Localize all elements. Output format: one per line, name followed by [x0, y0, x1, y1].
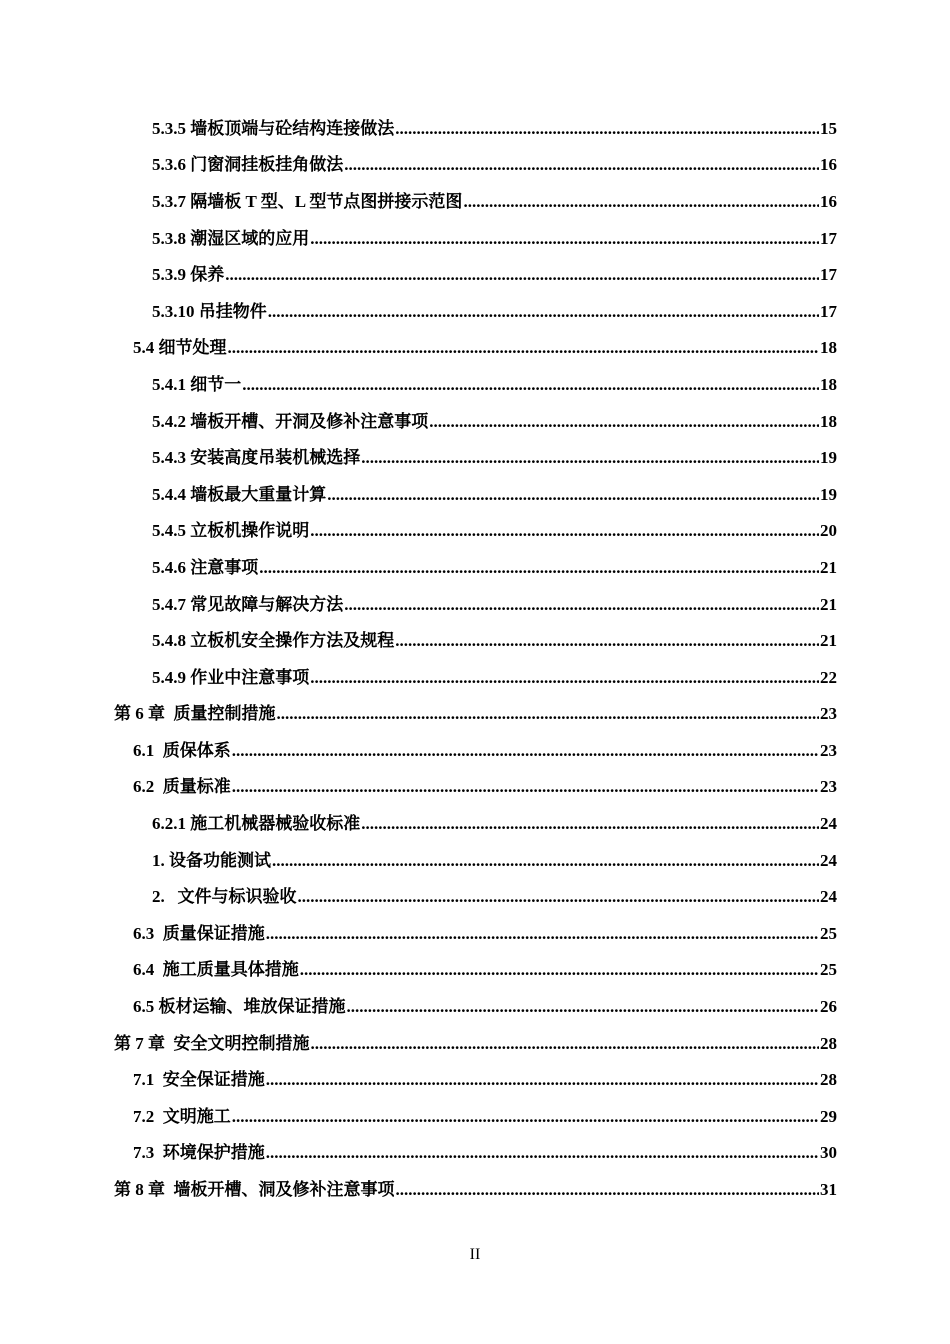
toc-entry[interactable]	[0, 511, 950, 548]
toc-entry[interactable]	[0, 730, 950, 767]
toc-entry-content	[152, 882, 837, 907]
toc-entry-content	[152, 407, 837, 432]
toc-entry-page: 25	[820, 923, 837, 943]
toc-entry-content	[152, 480, 837, 505]
toc-entry-title: 5.4.3 安装高度吊装机械选择	[152, 448, 361, 468]
toc-entry-page: 18	[820, 411, 837, 431]
toc-entry-title: 第 8 章 墙板开槽、洞及修补注意事项	[114, 1180, 395, 1200]
toc-entry-title: 2. 文件与标识验收	[152, 887, 297, 907]
toc-entry-content	[152, 187, 837, 212]
toc-entry[interactable]	[0, 401, 950, 438]
toc-dot-leader	[232, 741, 819, 761]
toc-entry[interactable]	[0, 840, 950, 877]
toc-entry-page: 23	[820, 704, 837, 724]
toc-entry-title: 5.3.5 墙板顶端与砼结构连接做法	[152, 118, 395, 138]
toc-entry[interactable]	[0, 254, 950, 291]
toc-entry-title: 6.4 施工质量具体措施	[133, 960, 299, 980]
table-of-contents	[0, 108, 950, 1206]
toc-dot-leader	[266, 1143, 819, 1163]
toc-entry-content	[133, 1138, 837, 1163]
toc-entry[interactable]	[0, 364, 950, 401]
toc-entry-content	[114, 1175, 837, 1200]
toc-dot-leader	[266, 924, 819, 944]
toc-entry-page: 21	[820, 557, 837, 577]
toc-entry-page: 16	[820, 191, 837, 211]
toc-dot-leader	[266, 1070, 819, 1090]
toc-entry[interactable]	[0, 218, 950, 255]
toc-entry-content	[133, 1102, 837, 1127]
toc-entry-page: 20	[820, 521, 837, 541]
toc-entry-page: 31	[820, 1180, 837, 1200]
toc-dot-leader	[242, 375, 819, 395]
toc-entry-content	[133, 1065, 837, 1090]
toc-entry-content	[152, 260, 837, 285]
toc-entry-page: 25	[820, 960, 837, 980]
toc-entry-content	[152, 114, 837, 139]
toc-entry[interactable]	[0, 767, 950, 804]
toc-entry-content	[114, 1029, 837, 1054]
toc-dot-leader	[268, 302, 819, 322]
toc-entry-page: 24	[820, 850, 837, 870]
toc-entry-title: 7.1 安全保证措施	[133, 1070, 265, 1090]
toc-entry[interactable]	[0, 291, 950, 328]
toc-entry-page: 24	[820, 814, 837, 834]
toc-entry[interactable]	[0, 437, 950, 474]
toc-entry-title: 5.3.7 隔墙板 T 型、L 型节点图拼接示范图	[152, 191, 463, 211]
toc-entry-page: 28	[820, 1070, 837, 1090]
toc-entry-page: 19	[820, 448, 837, 468]
toc-entry-page: 17	[820, 265, 837, 285]
toc-entry-page: 17	[820, 301, 837, 321]
toc-dot-leader	[232, 1107, 819, 1127]
toc-entry[interactable]	[0, 694, 950, 731]
toc-entry-title: 5.4.1 细节一	[152, 374, 242, 394]
toc-entry-content	[152, 370, 837, 395]
toc-entry-content	[152, 809, 837, 834]
toc-entry-title: 5.4.9 作业中注意事项	[152, 667, 310, 687]
page-number: II	[469, 1246, 481, 1263]
toc-entry[interactable]	[0, 1023, 950, 1060]
toc-entry-page: 28	[820, 1033, 837, 1053]
toc-entry-page: 19	[820, 484, 837, 504]
toc-dot-leader	[327, 485, 819, 505]
toc-entry-content	[133, 772, 837, 797]
toc-dot-leader	[395, 631, 819, 651]
toc-dot-leader	[311, 1034, 820, 1054]
toc-entry-content	[152, 443, 837, 468]
toc-entry[interactable]	[0, 657, 950, 694]
toc-entry[interactable]	[0, 950, 950, 987]
toc-dot-leader	[300, 960, 819, 980]
toc-dot-leader	[396, 1180, 820, 1200]
toc-dot-leader	[225, 265, 819, 285]
toc-dot-leader	[344, 155, 819, 175]
toc-entry-content	[133, 992, 837, 1017]
toc-entry[interactable]	[0, 1169, 950, 1206]
toc-entry[interactable]	[0, 1059, 950, 1096]
toc-dot-leader	[429, 412, 819, 432]
toc-entry[interactable]	[0, 876, 950, 913]
toc-entry-title: 5.3.8 潮湿区域的应用	[152, 228, 310, 248]
toc-entry[interactable]	[0, 328, 950, 365]
toc-entry-title: 5.3.10 吊挂物件	[152, 301, 267, 321]
toc-entry[interactable]	[0, 584, 950, 621]
toc-dot-leader	[463, 192, 819, 212]
toc-entry-title: 5.4.8 立板机安全操作方法及规程	[152, 631, 395, 651]
toc-dot-leader	[228, 338, 820, 358]
toc-dot-leader	[277, 704, 820, 724]
toc-entry-content	[152, 590, 837, 615]
toc-entry-title: 5.4 细节处理	[133, 338, 227, 358]
toc-entry-title: 6.2 质量标准	[133, 777, 231, 797]
toc-entry-page: 18	[820, 374, 837, 394]
toc-entry-title: 7.3 环境保护措施	[133, 1143, 265, 1163]
toc-entry-content	[114, 699, 837, 724]
toc-entry-page: 21	[820, 631, 837, 651]
toc-entry-page: 30	[820, 1143, 837, 1163]
toc-entry-title: 6.5 板材运输、堆放保证措施	[133, 997, 346, 1017]
toc-dot-leader	[310, 229, 819, 249]
toc-entry[interactable]	[0, 986, 950, 1023]
toc-entry[interactable]	[0, 181, 950, 218]
toc-entry-title: 7.2 文明施工	[133, 1106, 231, 1126]
toc-entry-page: 15	[820, 118, 837, 138]
toc-entry-content	[152, 516, 837, 541]
toc-entry-page: 18	[820, 338, 837, 358]
toc-dot-leader	[344, 595, 819, 615]
toc-entry-title: 第 7 章 安全文明控制措施	[114, 1033, 310, 1053]
toc-entry[interactable]	[0, 620, 950, 657]
toc-entry-content	[152, 553, 837, 578]
toc-entry-title: 5.3.9 保养	[152, 265, 225, 285]
toc-entry[interactable]	[0, 108, 950, 145]
toc-entry-title: 5.4.4 墙板最大重量计算	[152, 484, 327, 504]
toc-entry-page: 16	[820, 155, 837, 175]
toc-entry-page: 23	[820, 777, 837, 797]
toc-dot-leader	[347, 997, 820, 1017]
toc-entry-page: 22	[820, 667, 837, 687]
toc-entry[interactable]	[0, 145, 950, 182]
toc-entry[interactable]	[0, 1096, 950, 1133]
toc-entry-title: 第 6 章 质量控制措施	[114, 704, 276, 724]
toc-entry-page: 17	[820, 228, 837, 248]
toc-entry-title: 6.3 质量保证措施	[133, 923, 265, 943]
toc-dot-leader	[298, 887, 820, 907]
toc-dot-leader	[310, 668, 819, 688]
toc-entry-content	[152, 150, 837, 175]
toc-entry-content	[152, 663, 837, 688]
toc-entry[interactable]	[0, 803, 950, 840]
toc-dot-leader	[395, 119, 819, 139]
toc-entry-content	[133, 333, 837, 358]
toc-entry-content	[133, 736, 837, 761]
toc-entry-page: 23	[820, 740, 837, 760]
toc-entry-content	[152, 846, 837, 871]
toc-entry-title: 5.4.7 常见故障与解决方法	[152, 594, 344, 614]
toc-entry-page: 29	[820, 1106, 837, 1126]
toc-dot-leader	[310, 521, 819, 541]
toc-entry-content	[152, 224, 837, 249]
toc-entry-title: 6.2.1 施工机械器械验收标准	[152, 814, 361, 834]
toc-entry-title: 5.4.6 注意事项	[152, 557, 259, 577]
toc-entry-content	[152, 297, 837, 322]
toc-entry-page: 26	[820, 997, 837, 1017]
toc-dot-leader	[361, 814, 819, 834]
toc-entry[interactable]	[0, 547, 950, 584]
toc-entry[interactable]	[0, 1133, 950, 1170]
toc-entry-page: 24	[820, 887, 837, 907]
toc-entry-content	[152, 626, 837, 651]
toc-entry-title: 5.4.5 立板机操作说明	[152, 521, 310, 541]
toc-entry[interactable]	[0, 913, 950, 950]
toc-dot-leader	[232, 777, 819, 797]
toc-entry-page: 21	[820, 594, 837, 614]
toc-entry-title: 5.3.6 门窗洞挂板挂角做法	[152, 155, 344, 175]
toc-entry[interactable]	[0, 474, 950, 511]
toc-entry-content	[133, 955, 837, 980]
toc-dot-leader	[272, 851, 819, 871]
toc-entry-title: 6.1 质保体系	[133, 740, 231, 760]
toc-entry-content	[133, 919, 837, 944]
toc-entry-title: 1. 设备功能测试	[152, 850, 271, 870]
toc-entry-title: 5.4.2 墙板开槽、开洞及修补注意事项	[152, 411, 429, 431]
toc-dot-leader	[361, 448, 819, 468]
toc-dot-leader	[259, 558, 819, 578]
